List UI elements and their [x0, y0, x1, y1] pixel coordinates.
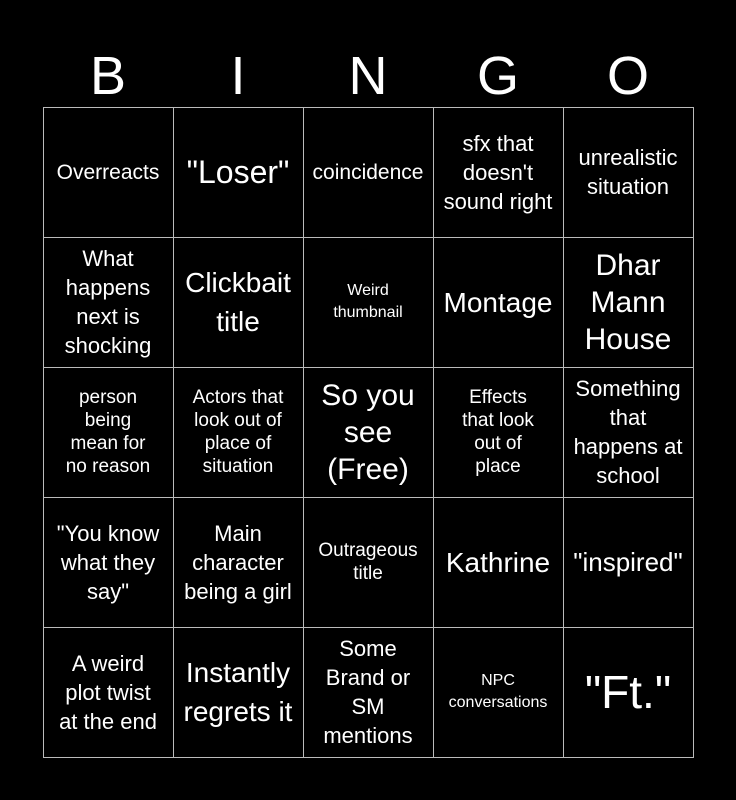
- cell-label: "inspired": [573, 546, 683, 577]
- header-letter-o: O: [606, 46, 649, 106]
- cell-label: Weird thumbnail: [333, 282, 403, 321]
- cell-label: unrealistic situation: [578, 145, 678, 199]
- bingo-cell[interactable]: [303, 107, 434, 238]
- bingo-cell[interactable]: [433, 367, 564, 498]
- cell-label: Outrageous title: [318, 540, 418, 584]
- cell-label: Montage: [443, 286, 553, 318]
- cell-label: Main character being a girl: [184, 520, 292, 604]
- bingo-cell[interactable]: [173, 367, 304, 498]
- cell-label: Kathrine: [445, 546, 551, 578]
- bingo-cell[interactable]: [173, 107, 304, 238]
- bingo-cell[interactable]: [433, 237, 564, 368]
- bingo-cell[interactable]: [173, 627, 304, 758]
- bingo-header: [43, 44, 693, 108]
- bingo-cell[interactable]: [563, 367, 694, 498]
- cell-label: Instantly regrets it: [183, 657, 293, 727]
- bingo-cell[interactable]: [433, 497, 564, 628]
- cell-label: person being mean for no reason: [65, 387, 151, 477]
- bingo-cell[interactable]: [563, 627, 694, 758]
- cell-label: NPC conversations: [448, 672, 548, 711]
- cell-label: coincidence: [312, 160, 424, 184]
- header-letter-b: B: [89, 46, 127, 106]
- header-letter-i: I: [230, 46, 246, 106]
- cell-label: sfx that doesn't sound right: [443, 130, 553, 214]
- cell-label: A weird plot twist at the end: [59, 650, 157, 734]
- cell-label: "Loser": [186, 154, 290, 190]
- bingo-cell[interactable]: [43, 367, 174, 498]
- cell-label: Effects that look out of place: [462, 387, 534, 477]
- bingo-cell[interactable]: [173, 497, 304, 628]
- header-letter-n: N: [348, 46, 388, 106]
- bingo-cell[interactable]: [173, 237, 304, 368]
- cell-label: Some Brand or SM mentions: [323, 636, 413, 748]
- bingo-cell[interactable]: [43, 627, 174, 758]
- cell-label: Actors that look out of place of situation: [192, 387, 284, 477]
- bingo-cell[interactable]: [433, 107, 564, 238]
- bingo-cell[interactable]: [303, 627, 434, 758]
- bingo-cell[interactable]: [303, 237, 434, 368]
- bingo-cell[interactable]: [303, 497, 434, 628]
- bingo-cell[interactable]: [433, 627, 564, 758]
- bingo-cell[interactable]: [563, 497, 694, 628]
- bingo-cell[interactable]: [43, 237, 174, 368]
- cell-label: What happens next is shocking: [64, 246, 152, 358]
- cell-label: So you see (Free): [321, 378, 415, 486]
- cell-label: "Ft.": [584, 666, 672, 718]
- bingo-cell[interactable]: [563, 237, 694, 368]
- cell-label: Clickbait title: [185, 267, 291, 337]
- bingo-cell[interactable]: [563, 107, 694, 238]
- cell-label: "You know what they say": [56, 520, 160, 604]
- bingo-cell[interactable]: [43, 497, 174, 628]
- header-letter-g: G: [476, 46, 519, 106]
- bingo-cell[interactable]: [303, 367, 434, 498]
- cell-label: Something that happens at school: [573, 376, 683, 488]
- cell-label: Overreacts: [56, 160, 160, 184]
- bingo-cell[interactable]: [43, 107, 174, 238]
- cell-label: Dhar Mann House: [584, 248, 672, 356]
- bingo-card-grid: [43, 107, 693, 757]
